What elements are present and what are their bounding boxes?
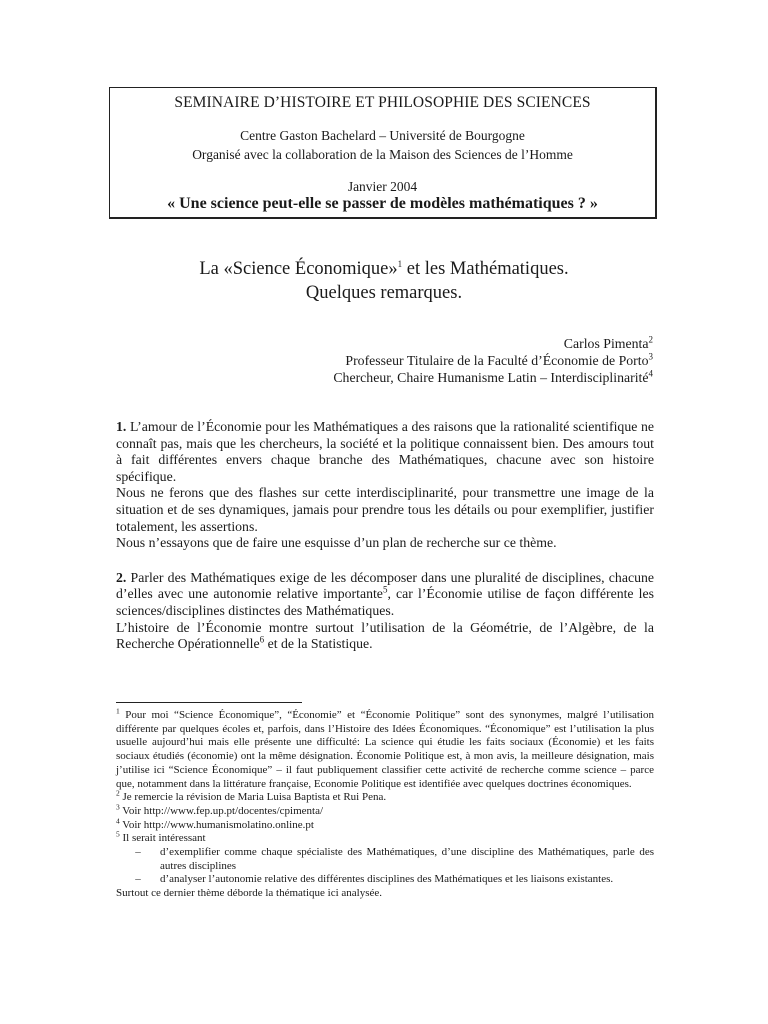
seminar-date: Janvier 2004: [347, 179, 418, 194]
footnotes: [116, 706, 654, 901]
section-1-paragraph-2: Nous ne ferons que des flashes sur cette interdisciplinarité, pour transmettre une image de la situation et de ses dynamiques, jamais pour prendre tous les détails ou pour exemplifier, justifier totalement, les assertions.: [116, 485, 654, 534]
author-role-line-1: [345, 353, 653, 369]
article-title-part2: et les Mathématiques.: [402, 259, 569, 279]
seminar-header-box: [109, 87, 657, 219]
section-1-paragraph-3: Nous n’essayons que de faire une esquisse d’un plan de recherche sur ce thème.: [116, 535, 557, 551]
section-1-paragraph-1: [116, 419, 654, 485]
footnote-2-number: 2: [116, 788, 120, 798]
author-role-2: Chercheur, Chaire Humanisme Latin – Interdisciplinarité: [333, 370, 649, 385]
footnote-5-tail: Surtout ce dernier thème déborde la thématique ici analysée.: [116, 887, 383, 900]
footnote-2-text: Je remercie la révision de Maria Luisa Baptista et Rui Pena.: [119, 791, 387, 804]
paragraph-gap: [116, 552, 654, 570]
footnote-ref-1[interactable]: 1: [397, 258, 403, 269]
organizer-line: Centre Gaston Bachelard – Université de Bourgogne: [240, 128, 525, 143]
author-role-1: Professeur Titulaire de la Faculté d’Économie de Porto: [345, 353, 649, 368]
footnote-2: [116, 788, 654, 805]
footnote-ref-2[interactable]: 2: [648, 334, 653, 345]
footnote-5-item-1-text: d’exemplifier comme chaque spécialiste des Mathématiques, d’une discipline des Mathématiques, parle des autres disciplines: [160, 846, 654, 872]
section-2-text-2a: L’histoire de l’Économie montre surtout l’utilisation de la Géométrie, de l’Algèbre, de la Recherche Opérationnelle: [116, 619, 654, 652]
section-2-text-1a: Parler des Mathématiques exige de les décomposer dans une pluralité de disciplines, chacune d’elles avec une autonomie relative importante: [116, 569, 654, 602]
article-title-part1: La «Science Économique»: [199, 259, 398, 279]
article-subtitle: Quelques remarques.: [305, 283, 463, 303]
footnote-5-text: Il serait intéressant: [119, 832, 206, 845]
section-2-paragraph-2: [116, 620, 654, 653]
footnote-4: [116, 815, 654, 833]
seminar-title: SEMINAIRE D’HISTOIRE ET PHILOSOPHIE DES SCIENCES: [174, 94, 591, 111]
footnote-1: [116, 706, 654, 791]
footnote-3: [116, 802, 654, 819]
footnote-5-item-2-text: d’analyser l’autonomie relative des différentes disciplines des Mathématiques et les liaisons existantes.: [160, 873, 614, 886]
section-2-paragraph-1: [116, 570, 654, 620]
article-title: [0, 259, 768, 280]
footnote-5: [116, 829, 654, 846]
footnote-1-number: 1: [116, 706, 120, 716]
footnote-5-item-1: [116, 846, 654, 873]
section-2-text-1b: , car l’Économie utilise de façon différente les sciences/disciplines distinctes des Mathématiques.: [116, 586, 654, 618]
footnote-3-number: 3: [116, 802, 120, 812]
dash-bullet: –: [135, 873, 141, 886]
footnote-ref-4[interactable]: 4: [648, 368, 653, 379]
author-role-line-2: [333, 370, 653, 386]
footnote-4-link[interactable]: Voir http://www.humanismolatino.online.pt: [119, 818, 314, 831]
author-name: Carlos Pimenta: [563, 336, 649, 351]
footnote-ref-3[interactable]: 3: [648, 351, 653, 362]
body-text: [116, 419, 654, 653]
footnote-5-item-2: [116, 873, 654, 887]
dash-bullet: –: [135, 846, 141, 859]
seminar-topic: « Une science peut-elle se passer de modèles mathématiques ? »: [167, 195, 598, 212]
collaboration-line: Organisé avec la collaboration de la Maison des Sciences de l’Homme: [192, 147, 573, 162]
section-1-text-1: L’amour de l’Économie pour les Mathématiques a des raisons que la rationalité scientifique ne connaît pas, mais que les chercheurs, la société et la politique connaissent bien. Des amours tout à fait différentes envers chaque branche des Mathématiques, chacune avec son histoire spécifique.: [116, 419, 654, 484]
footnote-separator: [116, 702, 302, 703]
footnote-ref-6[interactable]: 6: [259, 634, 265, 645]
section-2-number: 2.: [116, 569, 127, 585]
footnote-ref-5[interactable]: 5: [382, 584, 388, 595]
author-name-line: [564, 336, 653, 352]
footnote-5-number: 5: [116, 829, 120, 839]
footnote-3-link[interactable]: Voir http://www.fep.up.pt/docentes/cpimenta/: [119, 804, 324, 817]
footnote-4-number: 4: [116, 815, 120, 825]
section-1-number: 1.: [116, 419, 127, 434]
footnote-1-text: Pour moi “Science Économique”, “Économie” et “Économie Politique” sont des synonymes, malgré l’utilisation différente par quelques écoles et, parfois, dans l’Histoire des Idées Économiques. “Économique” est l’utilisation la plus usuelle aujourd’hui mais elle présente une difficulté: La science qui étudie les faits sociaux (Économie) et les faits sociaux étudiés (économie) ont la même désignation. Économie Politique est, à mon avis, la meilleure désignation, mais j’utilise ici “Science Économique” – il faut publiquement classifier cette activité de recherche comme science – parce que, notamment dans la littérature française, Economie Politique est identifiée avec quelques doctrines économiques.: [116, 709, 654, 790]
section-2-text-2b: et de la Statistique.: [264, 636, 373, 652]
